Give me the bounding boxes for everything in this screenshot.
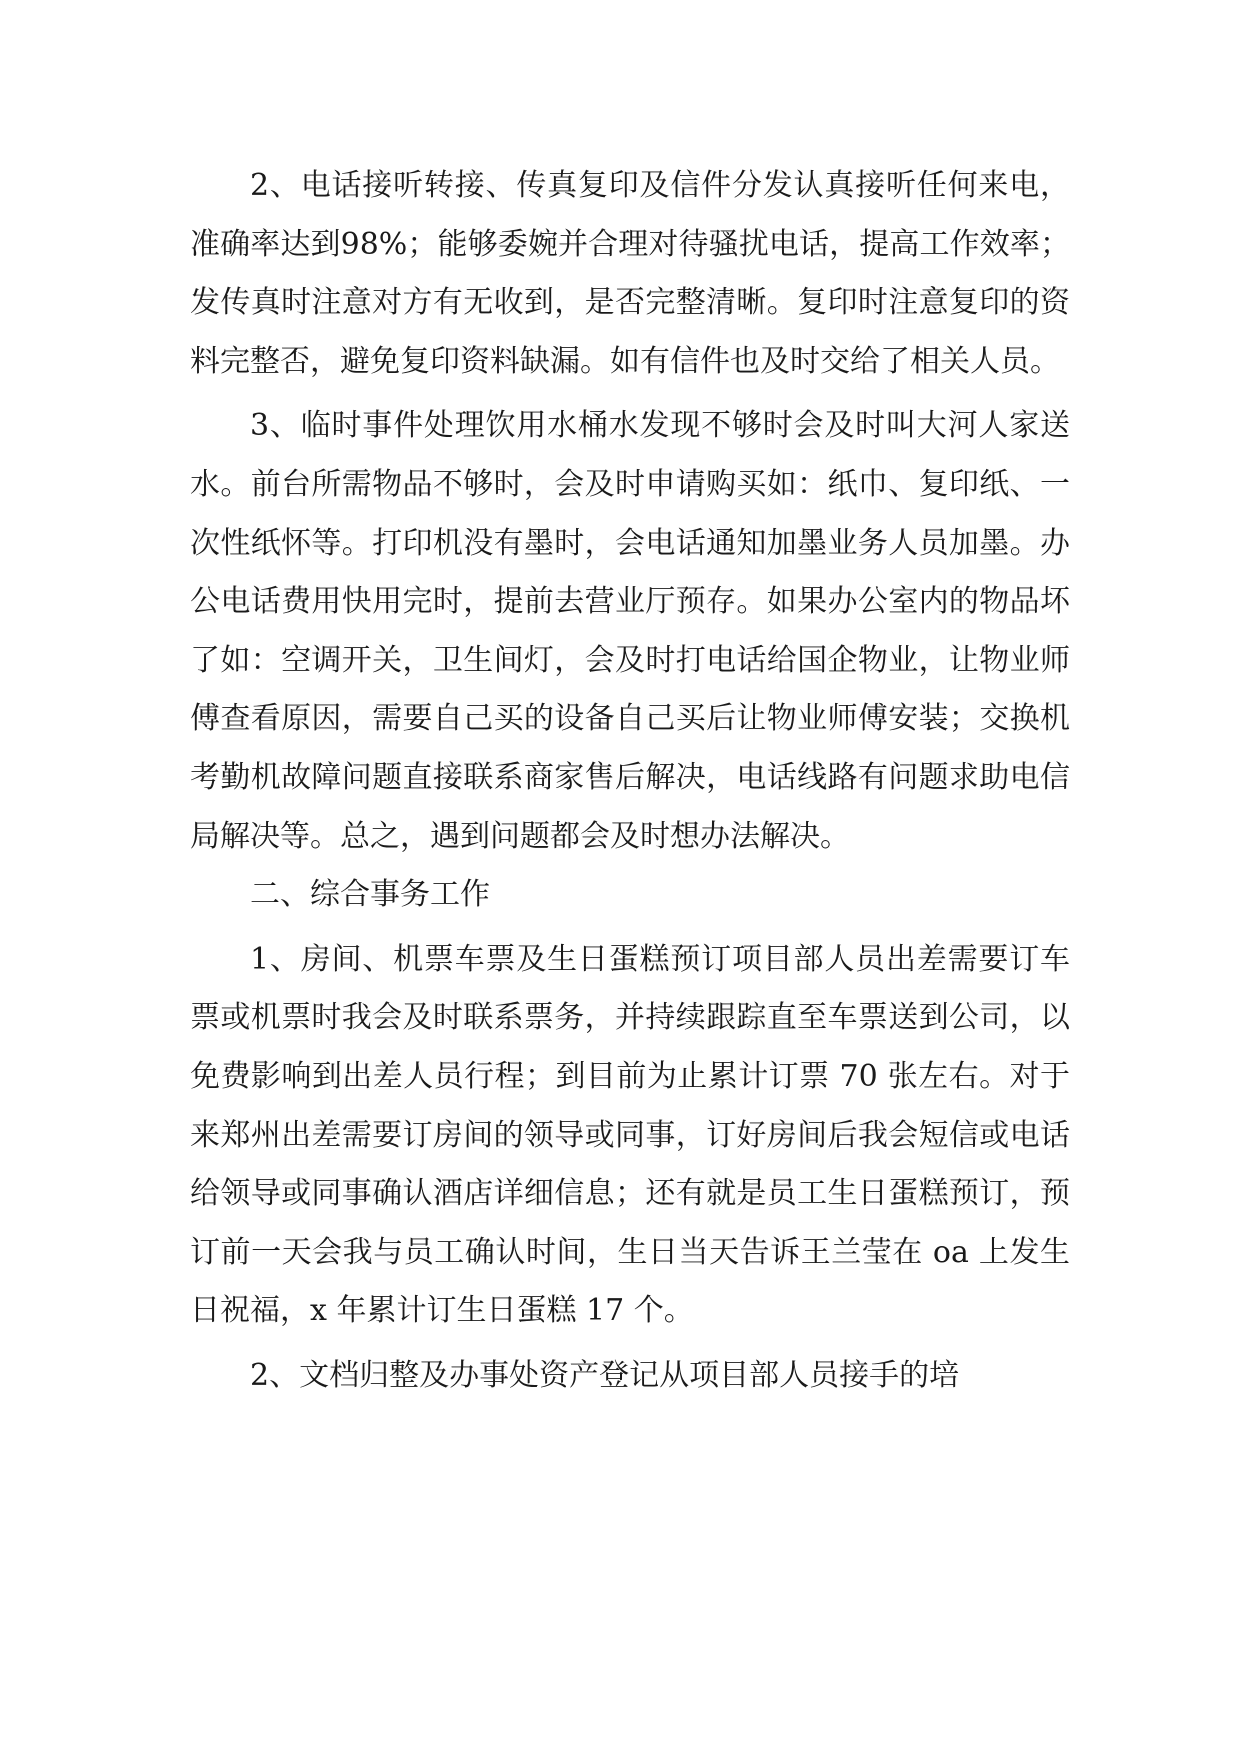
paragraph-temporary-events: 3、临时事件处理饮用水桶水发现不够时会及时叫大河人家送水。前台所需物品不够时，会及时申请购买如：纸巾、复印纸、一次性纸怀等。打印机没有墨时，会电话通知加墨业务人员加墨。办公电话费用快用完时，提前去营业厅预存。如果办公室内的物品坏了如：空调开关，卫生间灯，会及时打电话给国企物业，让物业师傅查看原因，需要自己买的设备自己买后让物业师傅安装；交换机考勤机故障问题直接联系商家售后解决，电话线路有问题求助电信局解决等。总之，遇到问题都会及时想办法解决。	[190, 408, 1070, 854]
paragraph-document-archiving: 2、文档归整及办事处资产登记从项目部人员接手的培	[250, 1357, 960, 1393]
paragraph-bookings: 1、房间、机票车票及生日蛋糕预订项目部人员出差需要订车票或机票时我会及时联系票务，并持续跟踪直至车票送到公司，以免费影响到出差人员行程；到目前为止累计订票 70 张左右。对于来郑州出差需要订房间的领导或同事，订好房间后我会短信或电话给领导或同事确认酒店详细信息；还有就是员工生日蛋糕预订，预订前一天会我与员工确认时间，生日当天告诉王兰莹在 oa 上发生日祝福，x 年累计订生日蛋糕 17 个。	[190, 941, 1070, 1329]
section-heading-general-affairs: 二、综合事务工作	[250, 877, 490, 913]
document-body	[190, 157, 1070, 1405]
paragraph-phone-fax-mail: 2、电话接听转接、传真复印及信件分发认真接听任何来电，准确率达到98%；能够委婉并合理对待骚扰电话，提高工作效率；发传真时注意对方有无收到，是否完整清晰。复印时注意复印的资料完整否，避免复印资料缺漏。如有信件也及时交给了相关人员。	[190, 168, 1070, 379]
